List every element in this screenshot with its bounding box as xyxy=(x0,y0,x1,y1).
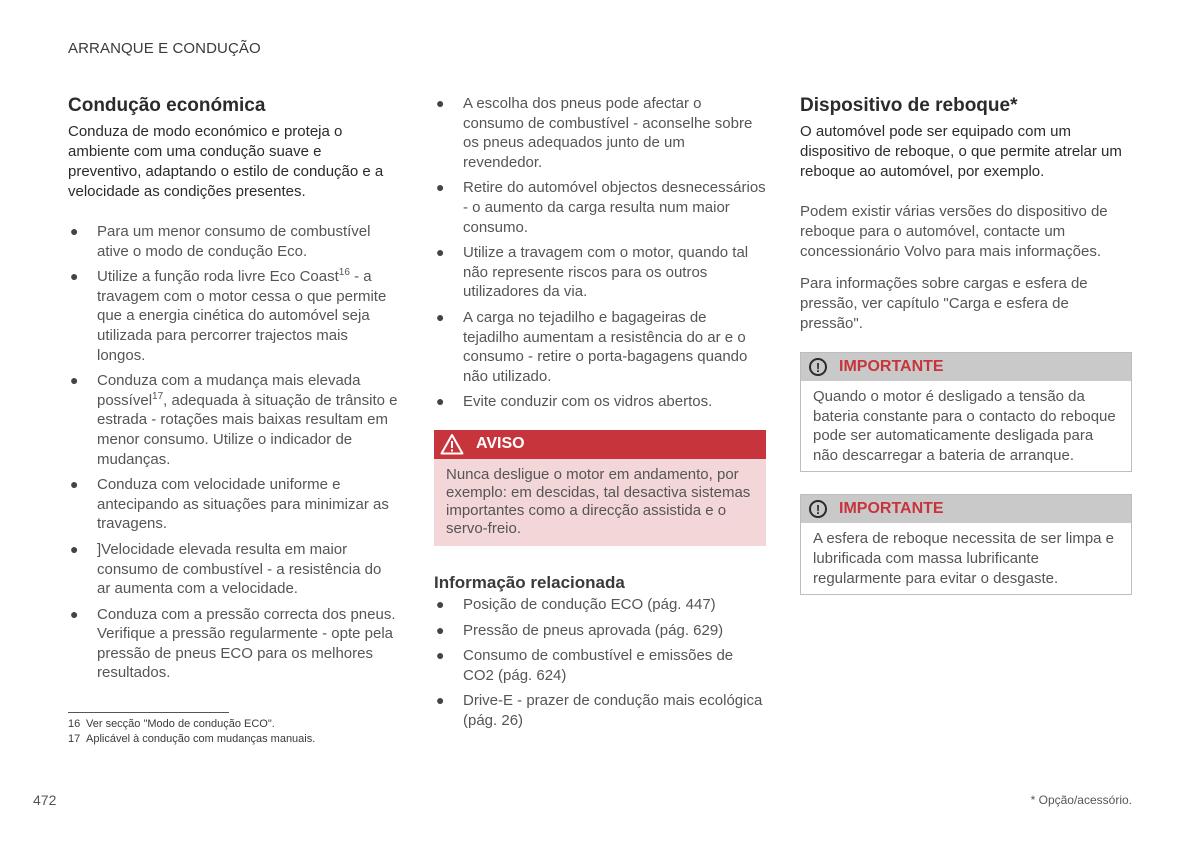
related-info-title: Informação relacionada xyxy=(434,572,625,592)
economic-driving-tips-continued xyxy=(434,94,766,412)
exclamation-circle-icon: ! xyxy=(809,358,827,376)
section-title-towbar: Dispositivo de reboque* xyxy=(800,95,1018,116)
important-header xyxy=(801,495,1131,523)
list-item: ● Utilize a função roda livre Eco Coast$^{16}$ - a travagem com o motor cessa o que permite que a energia cinética do automóvel seja utilizada para percorrer trajectos mais longos. xyxy=(70,267,387,364)
important-title: IMPORTANTE xyxy=(839,500,944,518)
footnotes xyxy=(68,717,315,747)
important-text: Quando o motor é desligado a tensão da bateria constante para o contacto do reboque pode ser automaticamente desligada para não descarregar a bateria de arranque. xyxy=(813,388,1116,464)
paragraph: Para informações sobre cargas e esfera de pressão, ver capítulo "Carga e esfera de pressão". xyxy=(800,275,1088,332)
column-economic-driving xyxy=(68,94,398,689)
bullet-icon: ● xyxy=(70,605,79,622)
important-box xyxy=(800,494,1132,595)
column-tips-continued xyxy=(434,94,766,736)
list-item: ● Para um menor consumo de combustível ative o modo de condução Eco. xyxy=(70,223,371,260)
bullet-icon: ● xyxy=(436,692,445,709)
section-lead: O automóvel pode ser equipado com um dispositivo de reboque, o que permite atrelar um reboque ao automóvel, por exemplo. xyxy=(800,123,1122,180)
list-item: ● A carga no tejadilho e bagageiras de tejadilho aumentam a resistência do ar e o consumo - retire o porta-bagagens quando não utilizado. xyxy=(436,308,748,385)
related-info-list xyxy=(434,595,766,731)
bullet-icon: ● xyxy=(436,308,445,325)
related-link[interactable]: ● Posição de condução ECO (pág. 447) xyxy=(436,595,716,613)
section-title-economic-driving: Condução económica xyxy=(68,95,266,116)
page-number: 472 xyxy=(33,792,57,808)
list-item: ● A escolha dos pneus pode afectar o consumo de combustível - aconselhe sobre os pneus adequados junto de um revendedor. xyxy=(436,95,753,171)
bullet-icon: ● xyxy=(70,476,79,493)
bullet-icon: ● xyxy=(436,244,445,261)
footnote: 17 Aplicável à condução com mudanças manuais. xyxy=(68,733,316,745)
bullet-icon: ● xyxy=(436,393,445,410)
footer-note: * Opção/acessório. xyxy=(1030,793,1132,807)
important-header xyxy=(801,353,1131,381)
footnote-ref: 17 xyxy=(152,390,164,402)
paragraph: Podem existir várias versões do dispositivo de reboque para o automóvel, contacte um concessionário Volvo para mais informações. xyxy=(800,203,1108,260)
warning-triangle-icon xyxy=(440,433,464,455)
footnote-divider xyxy=(68,712,229,713)
list-item: ● Retire do automóvel objectos desnecessários - o aumento da carga resulta num maior consumo. xyxy=(436,179,766,236)
warning-header xyxy=(434,430,766,459)
list-item: ● Utilize a travagem com o motor, quando tal não represente riscos para os outros utilizadores da via. xyxy=(436,244,749,301)
section-lead: Conduza de modo económico e proteja o ambiente com uma condução suave e preventivo, adaptando o estilo de condução e a velocidade as condições presentes. xyxy=(68,123,384,200)
running-header: ARRANQUE E CONDUÇÃO xyxy=(68,40,261,57)
bullet-icon: ● xyxy=(70,268,79,285)
bullet-icon: ● xyxy=(436,95,445,111)
list-item: ● Conduza com a mudança mais elevada possível$^{17}$, adequada à situação de trânsito e estrada - rotações mais baixas resultam em menor consumo. Utilize o indicador de mudanças. xyxy=(70,372,398,468)
important-title: IMPORTANTE xyxy=(839,358,944,375)
list-item: ● ]Velocidade elevada resulta em maior consumo de combustível - a resistência do ar aumenta com a velocidade. xyxy=(70,540,382,598)
bullet-icon: ● xyxy=(436,621,445,638)
related-link[interactable]: ● Pressão de pneus aprovada (pág. 629) xyxy=(436,621,724,639)
bullet-icon: ● xyxy=(436,647,445,664)
warning-box xyxy=(434,430,766,546)
bullet-icon: ● xyxy=(70,223,79,239)
important-box xyxy=(800,352,1132,472)
bullet-icon: ● xyxy=(436,179,445,196)
bullet-icon: ● xyxy=(70,540,79,557)
bullet-icon: ● xyxy=(436,595,445,612)
important-text: A esfera de reboque necessita de ser limpa e lubrificada com massa lubrificante regularmente para evitar o desgaste. xyxy=(813,530,1115,587)
list-item: ● Conduza com a pressão correcta dos pneus. Verifique a pressão regularmente - opte pela pressão de pneus ECO para os melhores resultados. xyxy=(70,605,396,682)
related-link[interactable]: ● Consumo de combustível e emissões de CO2 (pág. 624) xyxy=(436,647,734,684)
column-towbar xyxy=(800,94,1132,617)
exclamation-circle-icon: ! xyxy=(809,500,827,518)
footnote: 16 Ver secção "Modo de condução ECO". xyxy=(68,718,275,730)
list-item: ● Evite conduzir com os vidros abertos. xyxy=(436,393,713,411)
list-item: ● Conduza com velocidade uniforme e antecipando as situações para minimizar as travagens. xyxy=(70,476,389,533)
bullet-icon: ● xyxy=(70,372,79,389)
footnote-ref: 16 xyxy=(338,267,350,279)
warning-title: AVISO xyxy=(476,435,525,453)
economic-driving-tips xyxy=(68,222,398,683)
warning-text: Nunca desligue o motor em andamento, por exemplo: em descidas, tal desactiva sistemas importantes como a direcção assistida e o servo-freio. xyxy=(434,459,766,546)
related-link[interactable]: ● Drive-E - prazer de condução mais ecológica (pág. 26) xyxy=(436,692,763,729)
